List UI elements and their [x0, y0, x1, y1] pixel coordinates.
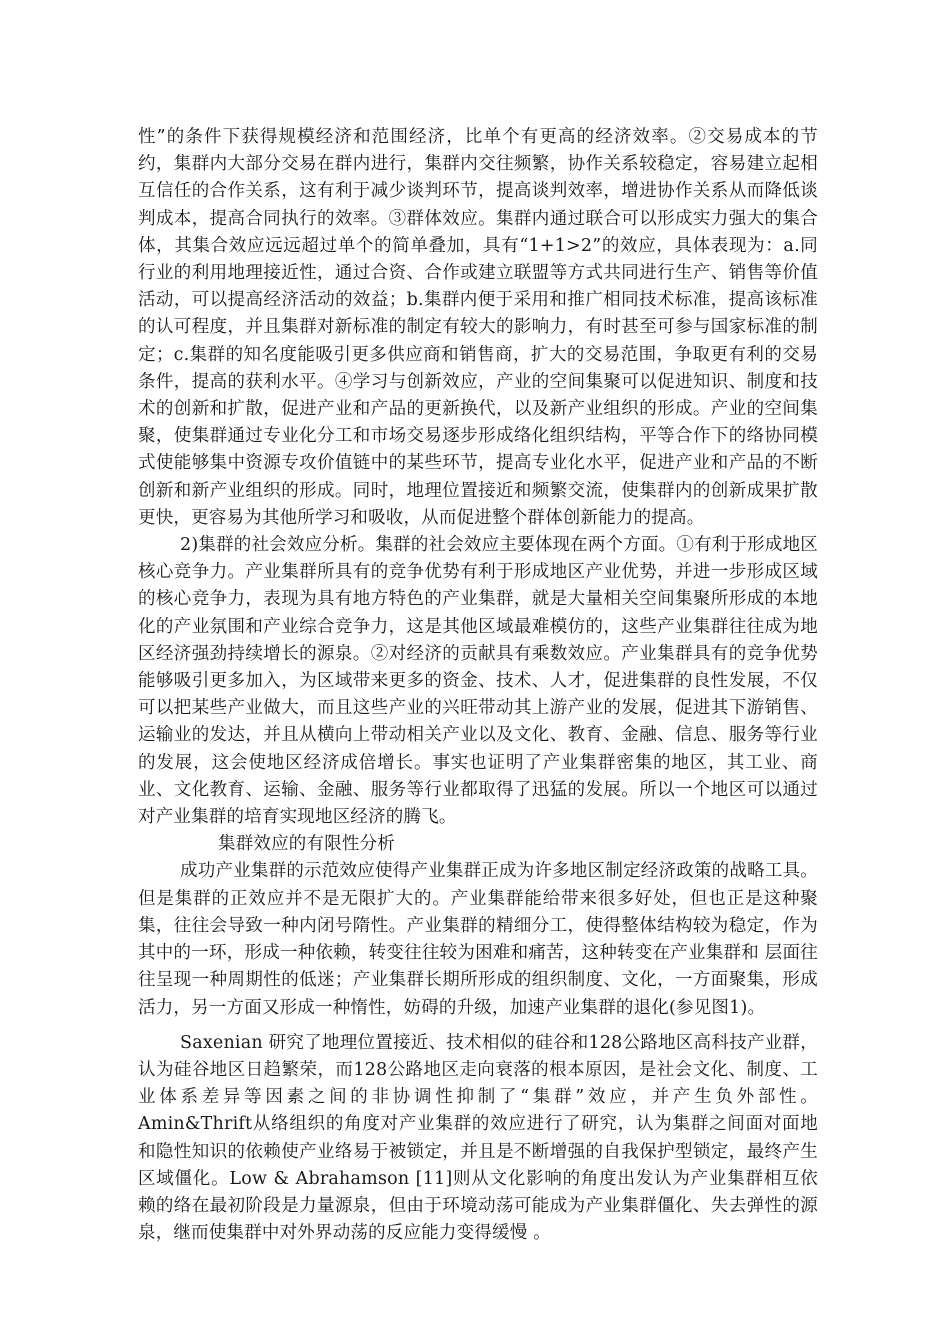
paragraph-economic-effects: 性”的条件下获得规模经济和范围经济，比单个有更高的经济效率。②交易成本的节约，集群内大部分交易在群内进行，集群内交往频繁，协作关系较稳定，容易建立起相互信任的合作关系，这有利于减少谈判环节，提高谈判效率，增进协作关系从而降低谈判成本，提高合同执行的效率。③群体效应。集群内通过联合可以形成实力强大的集合体，其集合效应远远超过单个的简单叠加，具有“1+1>2”的效应，具体表现为：a.同行业的利用地理接近性，通过合资、合作或建立联盟等方式共同进行生产、销售等价值活动，可以提高经济活动的效益；b.集群内便于采用和推广相同技术标准，提高该标准的认可程度，并且集群对新标准的制定有较大的影响力，有时甚至可参与国家标准的制定；c.集群的知名度能吸引更多供应商和销售商，扩大的交易范围，争取更有利的交易条件，提高的获利水平。④学习与创新效应，产业的空间集聚可以促进知识、制度和技术的创新和扩散，促进产业和产品的更新换代，以及新产业组织的形成。产业的空间集聚，使集群通过专业化分工和市场交易逐步形成络化组织结构，平等合作下的络协同模式使能够集中资源专攻价值链中的某些环节，提高专业化水平，促进产业和产品的不断创新和新产业组织的形成。同时，地理位置接近和频繁交流，使集群内的创新成果扩散更快，更容易为其他所学习和吸收，从而促进整个群体创新能力的提高。 — [138, 127, 818, 528]
section-heading: 集群效应的有限性分析 — [218, 834, 395, 855]
document-body — [138, 124, 818, 1247]
paragraph-research: Saxenian 研究了地理位置接近、技术相似的硅谷和128公路地区高科技产业群，认为硅谷地区日趋繁荣，而128公路地区走向衰落的根本原因，是社会文化、制度、工业体系差异等因素之间的非协调性抑制了“集群”效应，并产生负外部性。Amin&Thrift从络组织的角度对产业集群的效应进行了研究，认为集群之间面对面地和隐性知识的依赖使产业络易于被锁定，并且是不断增强的自我保护型锁定，最终产生区域僵化。Low & Abrahamson [11]则从文化影响的角度出发认为产业集群相互依赖的络在最初阶段是力量源泉，但由于环境动荡可能成为产业集群僵化、失去弹性的源泉，继而使集群中对外界动荡的反应能力变得缓慢 。 — [138, 1032, 818, 1244]
paragraph-social-effects: 2)集群的社会效应分析。集群的社会效应主要体现在两个方面。①有利于形成地区核心竞争力。产业集群所具有的竞争优势有利于形成地区产业优势，并进一步形成区域的核心竞争力，表现为具有地方特色的产业集群，就是大量相关空间集聚所形成的本地化的产业氛围和产业综合竞争力，这是其他区域最难模仿的，这些产业集群往往成为地区经济强劲持续增长的源泉。②对经济的贡献具有乘数效应。产业集群具有的竞争优势能够吸引更多加入，为区域带来更多的资金、技术、人才，促进集群的良性发展，不仅可以把某些产业做大，而且这些产业的兴旺带动其上游产业的发展，促进其下游销售、运输业的发达，并且从横向上带动相关产业以及文化、教育、金融、信息、服务等行业的发展，这会使地区经济成倍增长。事实也证明了产业集群密集的地区，其工业、商业、文化教育、运输、金融、服务等行业都取得了迅猛的发展。所以一个地区可以通过对产业集群的培育实现地区经济的腾飞。 — [138, 535, 818, 828]
paragraph-limits: 成功产业集群的示范效应使得产业集群正成为许多地区制定经济政策的战略工具。但是集群的正效应并不是无限扩大的。产业集群能给带来很多好处，但也正是这种聚集，往往会导致一种内闭号隋性。产业集群的精细分工，使得整体结构较为稳定，作为其中的一环，形成一种依赖，转变往往较为困难和痛苦，这种转变在产业集群和 层面往往呈现一种周期性的低迷；产业集群长期所形成的组织制度、文化，一方面聚集，形成活力，另一方面又形成一种惰性，妨碍的升级，加速产业集群的退化(参见图1)。 — [138, 861, 818, 1018]
